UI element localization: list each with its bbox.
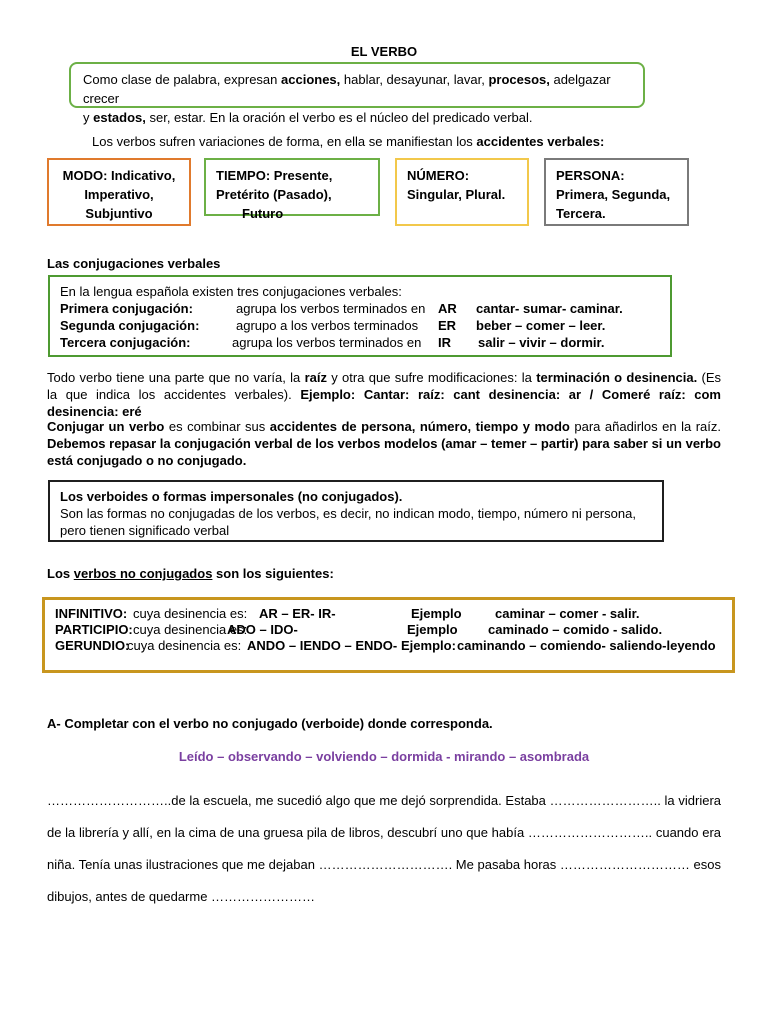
verboides-box — [48, 480, 664, 542]
no-conjugados-box — [42, 597, 735, 673]
conjugation-name: Tercera conjugación: — [60, 335, 191, 350]
accidents-lead-text: Los verbos sufren variaciones de forma, en ella se manifiestan los — [92, 134, 477, 149]
definition-text: y — [83, 110, 94, 125]
page-title: EL VERBO — [350, 44, 418, 59]
definition-bold: acciones, — [281, 72, 341, 87]
raiz-text: Todo verbo tiene una parte que no varía, la — [47, 370, 305, 385]
verboide-row — [55, 622, 722, 638]
modo-box — [47, 158, 191, 226]
raiz-example: Ejemplo: Cantar: raíz: cant desinencia: ar / Comeré raíz: com desinencia: eré — [47, 387, 721, 419]
conjugar-bold: Debemos repasar la conjugación verbal de los verbos modelos (amar – temer – partir) para saber si un verbo está conjugado o no conjugado. — [47, 436, 721, 468]
conjugar-paragraph — [47, 418, 721, 469]
persona-box — [544, 158, 689, 226]
accidents-intro — [92, 134, 604, 149]
conjugation-examples: cantar- sumar- caminar. — [476, 301, 623, 316]
verboide-endings: ANDO – IENDO – ENDO- — [247, 638, 398, 653]
modo-line: Subjuntivo — [85, 206, 153, 221]
tiempo-line: Futuro — [242, 206, 284, 221]
definition-text: Como clase de palabra, expresan — [83, 72, 282, 87]
conjugation-ending: ER — [438, 318, 457, 333]
definition-bold: procesos, — [488, 72, 550, 87]
verboide-desc: cuya desinencia es: — [133, 606, 248, 621]
tiempo-box — [204, 158, 380, 221]
conjugation-desc: agrupa los verbos terminados en — [232, 335, 422, 350]
verboide-examples: caminado – comido - salido. — [488, 622, 663, 637]
definition-text: adelgazar crecer — [83, 72, 611, 106]
definition-line-1 — [83, 70, 631, 108]
raiz-paragraph — [47, 369, 721, 420]
raiz-bold: raíz — [304, 370, 327, 385]
conjugaciones-intro: En la lengua española existen tres conjugaciones verbales: — [60, 284, 402, 299]
numero-line: Singular, Plural. — [407, 187, 506, 202]
verboide-endings: ADO – IDO- — [227, 622, 298, 637]
exercise-title: A- Completar con el verbo no conjugado (verboide) donde corresponda. — [47, 716, 493, 731]
conjugation-ending: IR — [438, 335, 451, 350]
word-bank: Leído – observando – volviendo – dormida - mirando – asombrada — [178, 749, 590, 764]
conjugation-examples: salir – vivir – dormir. — [478, 335, 605, 350]
persona-line: PERSONA: — [556, 168, 625, 183]
verboide-examples: caminar – comer - salir. — [495, 606, 640, 621]
no-conjugados-heading — [47, 566, 334, 581]
definition-text: hablar, desayunar, lavar, — [340, 72, 489, 87]
definition-box — [69, 62, 645, 125]
verboide-name: PARTICIPIO: — [55, 622, 133, 637]
verboide-examples: caminando – comiendo- saliendo-leyendo — [457, 638, 716, 653]
verboides-body: Son las formas no conjugadas de los verbos, es decir, no indican modo, tiempo, número ni persona, pero tienen significado verbal — [60, 506, 636, 538]
verboide-name: GERUNDIO: — [55, 638, 130, 653]
persona-line: Tercera. — [556, 206, 606, 221]
tiempo-line: Pretérito (Pasado), — [216, 187, 332, 202]
persona-line: Primera, Segunda, — [556, 187, 671, 202]
verboide-example-label: Ejemplo — [407, 622, 458, 637]
conjugar-text: es combinar sus — [164, 419, 270, 434]
verboides-title: Los verboides o formas impersonales (no conjugados). — [60, 489, 403, 504]
tiempo-line: TIEMPO: Presente, — [216, 168, 333, 183]
verboide-example-label: Ejemplo — [411, 606, 462, 621]
conjugation-row — [60, 334, 660, 351]
conjugation-desc: agrupo a los verbos terminados — [236, 318, 419, 333]
raiz-bold: terminación o desinencia. — [536, 370, 698, 385]
heading-text: Los — [47, 566, 74, 581]
conjugation-examples: beber – comer – leer. — [476, 318, 606, 333]
conjugar-bold: Conjugar un verbo — [47, 419, 165, 434]
conjugation-name: Segunda conjugación: — [60, 318, 200, 333]
heading-text: son los siguientes: — [212, 566, 334, 581]
conjugation-ending: AR — [438, 301, 457, 316]
verboide-example-label: Ejemplo: — [401, 638, 456, 653]
verboide-desc: cuya desinencia es: — [133, 622, 248, 637]
verboide-row — [55, 638, 722, 654]
verboide-desc: cuya desinencia es: — [127, 638, 242, 653]
conjugaciones-box — [48, 275, 672, 357]
conjugaciones-heading: Las conjugaciones verbales — [47, 256, 221, 271]
conjugation-row — [60, 300, 660, 317]
numero-box — [395, 158, 529, 226]
verboide-row — [55, 606, 722, 622]
accidents-lead-bold: accidentes verbales: — [476, 134, 605, 149]
raiz-text: (Es la que indica los accidentes verbales). — [47, 370, 722, 402]
definition-line-2 — [83, 108, 631, 127]
verboide-name: INFINITIVO: — [55, 606, 128, 621]
conjugation-desc: agrupa los verbos terminados en — [236, 301, 426, 316]
numero-line: NÚMERO: — [407, 168, 470, 183]
raiz-text: y otra que sufre modificaciones: la — [326, 370, 537, 385]
modo-line: MODO: Indicativo, — [62, 168, 176, 183]
modo-line: Imperativo, — [84, 187, 154, 202]
verboide-endings: AR – ER- IR- — [259, 606, 336, 621]
conjugar-text: para añadirlos en la raíz. — [569, 419, 722, 434]
conjugation-row — [60, 317, 660, 334]
conjugation-name: Primera conjugación: — [60, 301, 193, 316]
definition-bold: estados, — [93, 110, 146, 125]
fill-in-text: ………………………..de la escuela, me sucedió algo que me dejó sorprendida. Estaba …………………….. la vidriera de la librería y allí, en la cima de una gruesa pila de libros, descubrí uno que había ……………………….. cuando era niña. Tenía unas ilustraciones que me dejaban …………………………. Me pasaba horas ………………………… esos dibujos, antes de quedarme …………………… — [47, 793, 721, 904]
heading-underlined: verbos no conjugados — [73, 566, 213, 581]
definition-text: ser, estar. En la oración el verbo es el núcleo del predicado verbal. — [145, 110, 533, 125]
conjugar-bold: accidentes de persona, número, tiempo y modo — [269, 419, 570, 434]
